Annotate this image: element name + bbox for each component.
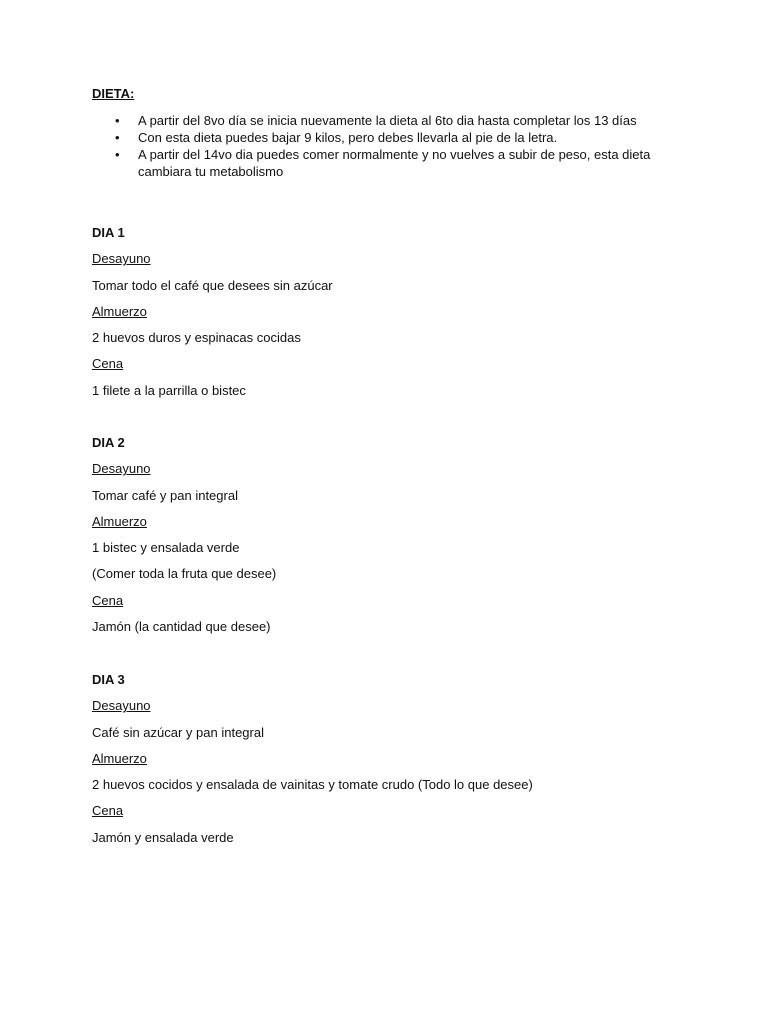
day-heading: DIA 3 <box>92 672 125 687</box>
dinner-label: Cena <box>92 803 124 819</box>
day-3-section <box>92 672 692 856</box>
lunch-note-text: (Comer toda la fruta que desee) <box>92 566 277 582</box>
bullet-icon: • <box>115 147 120 162</box>
breakfast-text: Café sin azúcar y pan integral <box>92 724 264 740</box>
dinner-text: Jamón (la cantidad que desee) <box>92 619 271 635</box>
bullet-item <box>92 112 672 129</box>
lunch-text: 1 bistec y ensalada verde <box>92 540 240 556</box>
breakfast-text: Tomar café y pan integral <box>92 487 238 503</box>
breakfast-text: Tomar todo el café que desees sin azúcar <box>92 277 333 293</box>
bullet-item <box>92 129 672 146</box>
breakfast-label: Desayuno <box>92 251 151 267</box>
breakfast-label: Desayuno <box>92 698 151 714</box>
day-1-section <box>92 225 692 409</box>
bullet-item <box>92 146 672 180</box>
intro-bullet-list <box>92 112 672 180</box>
document-title: DIETA: <box>92 86 135 101</box>
lunch-label: Almuerzo <box>92 303 147 319</box>
dinner-text: Jamón y ensalada verde <box>92 829 234 845</box>
bullet-icon: • <box>115 113 120 128</box>
lunch-label: Almuerzo <box>92 513 147 529</box>
bullet-icon: • <box>115 130 120 145</box>
bullet-text: A partir del 14vo dia puedes comer normalmente y no vuelves a subir de peso, esta dieta cambiara tu metabolismo <box>138 147 651 179</box>
breakfast-label: Desayuno <box>92 461 151 477</box>
day-2-section <box>92 435 692 645</box>
lunch-label: Almuerzo <box>92 750 147 766</box>
bullet-text: Con esta dieta puedes bajar 9 kilos, pero debes llevarla al pie de la letra. <box>138 130 558 145</box>
dinner-text: 1 filete a la parrilla o bistec <box>92 382 246 398</box>
day-heading: DIA 1 <box>92 225 125 240</box>
bullet-text: A partir del 8vo día se inicia nuevamente la dieta al 6to dia hasta completar los 13 días <box>138 113 637 128</box>
dinner-label: Cena <box>92 356 124 372</box>
day-heading: DIA 2 <box>92 435 125 450</box>
lunch-text: 2 huevos cocidos y ensalada de vainitas y tomate crudo (Todo lo que desee) <box>92 777 533 793</box>
lunch-text: 2 huevos duros y espinacas cocidas <box>92 330 301 346</box>
dinner-label: Cena <box>92 592 124 608</box>
